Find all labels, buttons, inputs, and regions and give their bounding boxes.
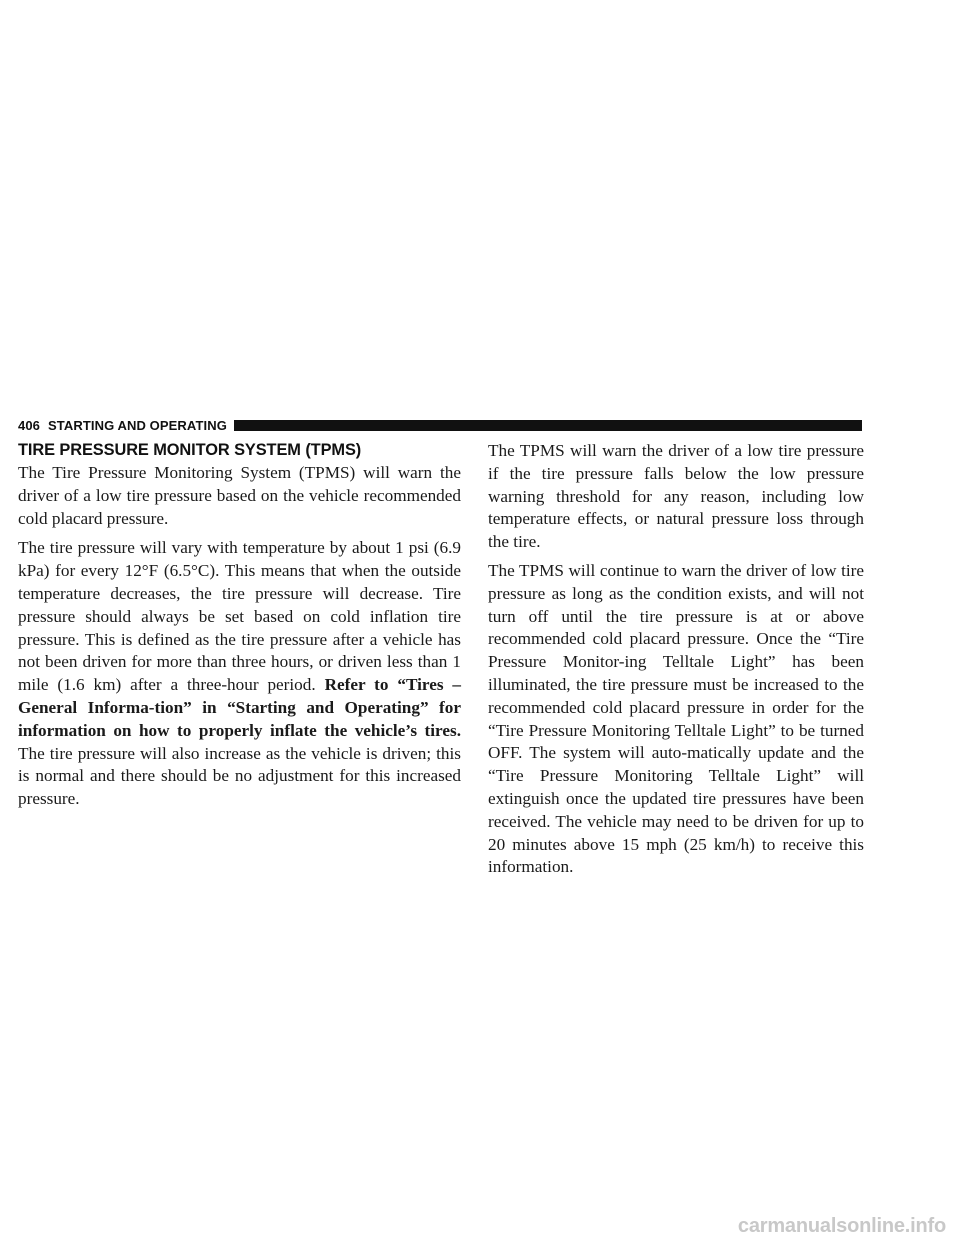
cross-reference: Refer to “Tires – General Informa-tion” in “Starting and Operating” for information on how to properly inflate the vehicle’s tires. [18, 675, 462, 740]
header-rule [234, 420, 862, 431]
left-column [18, 440, 461, 818]
temperature-paragraph [18, 537, 461, 811]
page-number: 406 [18, 417, 40, 433]
section-title: TIRE PRESSURE MONITOR SYSTEM (TPMS) [18, 441, 362, 459]
telltale-paragraph: The TPMS will continue to warn the driver of low tire pressure as long as the condition exists, and will not turn off until the tire pressure is at or above recommended cold placard pressure. Once the “Tire Pressure Monitor-ing Telltale Light” has been illuminated, the tire pressure must be increased to the recommended cold placard pressure in order for the “Tire Pressure Monitoring Telltale Light” to be turned OFF. The system will auto-matically update and the “Tire Pressure Monitoring Telltale Light” will extinguish once the updated tire pressures have been received. The vehicle may need to be driven for up to 20 minutes above 15 mph (25 km/h) to receive this information. [488, 560, 864, 877]
header-text [18, 418, 227, 433]
watermark: carmanualsonline.info [737, 1215, 946, 1237]
right-column [488, 440, 864, 885]
warning-paragraph: The TPMS will warn the driver of a low tire pressure if the tire pressure falls below the low pressure warning threshold for any reason, including low temperature effects, or natural pressure loss through the tire. [488, 441, 864, 552]
section-name: STARTING AND OPERATING [48, 417, 227, 433]
temperature-text: The tire pressure will vary with temperature by about 1 psi (6.9 kPa) for every 12°F (6.5°C). This means that when the outside temperature decreases, the tire pressure will decrease. Tire pressure should always be set based on cold inflation tire pressure. This is defined as the tire pressure after a vehicle has not been driven for more than three hours, or driven less than 1 mile (1.6 km) after a three-hour period. [18, 538, 461, 695]
intro-paragraph: The Tire Pressure Monitoring System (TPMS) will warn the driver of a low tire pressure based on the vehicle recommended cold placard pressure. [18, 463, 461, 528]
temperature-text-continued: The tire pressure will also increase as the vehicle is driven; this is normal and there should be no adjustment for this increased pressure. [18, 743, 461, 809]
running-header [18, 418, 862, 432]
